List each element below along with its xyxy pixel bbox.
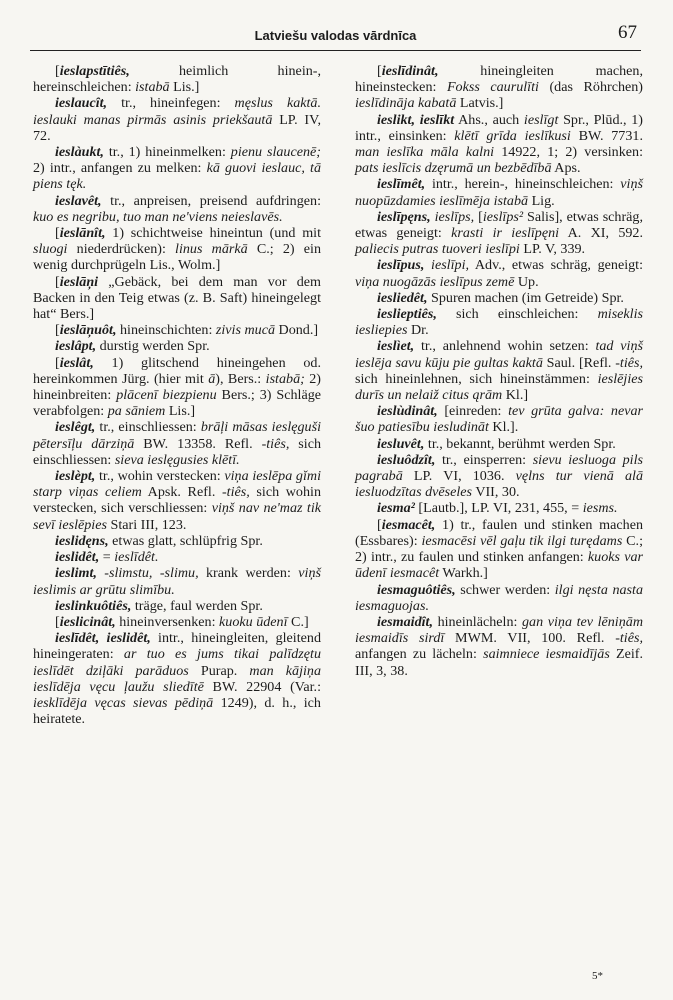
headword: ieslùdinât, [377,403,438,420]
dictionary-entry [33,274,321,323]
example-text: ieslējies durīs un nelaiž citus ąrām [355,370,643,404]
gloss-text: LP. VI, 1036. [402,468,516,485]
headword: ieslimt, [55,565,97,582]
gloss-text: 2) hineinbreiten: [33,370,321,404]
example-text: saimniece iesmaidījās [483,646,610,663]
example-text: miseklis iesliepies [355,306,643,339]
gloss-text: C.; 2) ein wenig durchprügeln Lis., Wolm.] [33,241,321,274]
example-text: vęlns tur vienā alā iesluodzītas dvēseles [355,468,643,501]
example-text: pats ieslīcis dzęrumā un bezbēdībā [355,160,552,177]
headword: ieslâpt, [55,338,97,355]
gloss-text: sich einschleichen: [436,306,598,323]
headword: ieslavêt, [55,192,102,209]
headword: ieslīdêt, [55,630,100,647]
gloss-text: ), Bers.: [215,370,266,387]
example-text: -tiês, [615,630,643,647]
gloss-text: intr., hineingleiten, gleitend hineingeraten: [33,630,321,663]
headword: iesmaidît, [377,613,433,630]
gloss-text: sich hineinlehnen, sich hineinstämmen: [355,370,598,387]
dictionary-entry [33,468,321,533]
example-text: zivis mucā [215,322,276,339]
gloss-text: C.] [287,613,309,630]
gloss-text: tr., hineinfegen: [107,95,235,112]
example-text: -tiês, [615,354,644,371]
example-text: viņa ieslēpa gǐmi starp viņas celiem [33,468,321,501]
gloss-text: anfangen zu lächeln: [355,646,484,663]
example-text: tev grūta galva: nevar šuo patiesību iesludināt [355,403,643,436]
gloss-text: tr., anlehnend wohin setzen: [414,338,596,355]
dictionary-entry [355,290,643,306]
left-column [33,63,321,727]
example-text: ieslīgt [523,111,559,128]
gloss-text: [ [55,613,60,630]
gloss-text: LP. V, 339. [519,241,586,258]
running-title: Latviešu valodas vārdnīca [254,28,417,43]
dictionary-entry [355,176,643,208]
dictionary-entry [355,614,643,679]
dictionary-entry [33,95,321,144]
dictionary-entry [33,225,321,274]
dictionary-entry [355,452,643,501]
dictionary-entry [355,63,643,112]
dictionary-entry [355,517,643,582]
gloss-text: [ [55,225,60,242]
gloss-text: tr., einschliessen: [95,419,201,436]
example-text: kuo es negribu, tuo man ne'viens neieslavēs. [33,208,283,225]
gloss-text: Kl.] [502,387,529,404]
dictionary-entry [33,419,321,468]
gloss-text: = [99,549,115,566]
gloss-text: BW. 22904 (Var.: [203,678,321,695]
gloss-text: C.; 2) intr., zu faulen und stinken anfangen: [355,532,643,566]
headword: ieslieptiês, [377,306,437,323]
gloss-text: hineinversenken: [115,613,220,630]
gloss-text: VII, 30. [472,484,520,501]
gloss-text: LP. IV, 72. [33,111,321,144]
gloss-text: schwer werden: [455,581,555,598]
example-text: ieslīpi, [431,257,470,274]
example-text: gan viņa tev lēniņām iesmaidīs sirdī [355,613,643,647]
headword: ieslāņi [59,273,99,290]
gloss-text: Saul. [Refl. [542,354,616,371]
dictionary-entry [355,306,643,338]
gloss-text: Zeif. III, 3, 38. [355,646,643,679]
dictionary-entry [33,614,321,630]
page-number: 67 [618,22,637,43]
gloss-text: 14922, 1; 2) versinken: [494,144,643,161]
gloss-text: [ [55,322,60,339]
gloss-text: A. XI, 592. [559,225,643,242]
dictionary-entry [33,355,321,420]
example-text: pienu slaucenē; [230,144,321,161]
headword: ieslīpęns, [377,208,431,225]
gloss-text: Salis], etwas schräg, etwas geneigt: [355,208,644,242]
example-text: ieslīps, [434,208,475,225]
dictionary-entry [355,582,643,614]
headword: ieslīpus, [377,257,425,274]
gloss-text: 1249), d. h., ich heiratete. [33,694,321,728]
headword: ieslaucît, [55,95,108,112]
gloss-text: Stari III, 123. [106,516,187,533]
dictionary-entry [33,630,321,727]
example-text: ilgi nęsta nasta iesmaguojas. [355,581,643,614]
gloss-text: tr., wohin verstecken: [95,468,225,485]
example-text: sievu iesluoga pils pagrabā [355,451,643,485]
example-text: paliecis putras tuoveri ieslīpi [355,241,520,258]
example-text: viņš nav ne'maz tik sevī ieslēpies [33,500,321,533]
headword: iesma² [377,500,415,517]
example-text: brāļi māsas ieslęguši pētersīļu dārziņā [33,419,321,452]
example-text: plācenī biezpienu [116,387,217,404]
gloss-text: sich einschliessen: [33,435,321,468]
gloss-text: Dr. [407,322,429,339]
headword: ieslapstītiês, [59,63,130,79]
dictionary-entry [355,500,643,516]
gloss-text: tr., bekannt, berühmt werden Spr. [424,435,616,452]
example-text: -tiês, [221,484,250,501]
example-text: man ieslīka māla kalni [355,144,495,161]
headword: iesluvêt, [377,435,425,452]
example-text: linus mārkā [175,241,248,258]
example-text: ieslīdināja kabatā [355,95,457,112]
gloss-text: hineinlächeln: [432,613,522,630]
example-text: -slimstu, -slimu, [104,565,199,582]
gloss-text: durstig werden Spr. [96,338,210,355]
headword: ieslikt, [377,111,415,128]
example-text: istabā; [265,370,305,387]
gloss-text: tr., 1) hineinmelken: [103,144,231,161]
example-text: sluogi [33,241,68,258]
example-text: iesmacēsi vēl gaļu tik ilgi turędams [421,532,623,549]
gloss-text: Apsk. Refl. [141,484,222,501]
headword: ieslīmêt, [377,176,426,193]
example-text: klētī grīda ieslīkusi [454,127,571,144]
headword: ieslêgt, [55,419,96,436]
dictionary-entry [355,257,643,289]
gloss-text: krank werden: [198,565,299,582]
example-text: viņš ieslimis ar grūtu slimību. [33,565,321,598]
dictionary-entry [33,63,321,95]
dictionary-entry [33,533,321,549]
gloss-text: BW. 13358. Refl. [134,435,262,452]
dictionary-entry [33,598,321,614]
example-text: -tiês, [261,435,290,452]
headword: ieslāņuôt, [59,322,117,339]
gloss-text: Lis.] [165,403,196,420]
example-text: kuoks var ūdenī iesmacêt [355,549,643,582]
example-text: ieslīps² [482,208,524,225]
gloss-text: Spr., Plūd., 1) intr., einsinken: [355,111,643,144]
headword: iesmaguôtiês, [377,581,456,598]
example-text: iesms. [582,500,618,517]
gloss-text: [ [55,63,60,79]
headword: ieslinkuôtiês, [55,597,132,614]
gloss-text: tr., einsperren: [435,451,533,468]
gloss-text: hineingleiten machen, hineinstecken: [355,63,643,96]
headword: iesliedêt, [377,289,428,306]
dictionary-entry [33,338,321,354]
gloss-text: [ [55,354,60,371]
gloss-text: [einreden: [437,403,509,420]
headword: ieslidęns, [55,532,109,549]
gloss-text: 1) tr., faulen und stinken machen (Essbares): [355,516,643,549]
dictionary-entry [33,322,321,338]
gloss-text: hineinschichten: [116,322,216,339]
gloss-text: Warkh.] [439,565,488,582]
example-text: Fokss caurulīti [446,79,539,96]
dictionary-entry [33,549,321,565]
headword: ieslìet, [377,338,415,355]
gloss-text: (das Röhrchen) [538,79,643,96]
gloss-text: Adv., etwas schräg, geneigt: [469,257,643,274]
gloss-text: 1) schichtweise hineintun (und mit [105,225,321,242]
right-column [355,63,643,679]
gloss-text: träge, faul werden Spr. [131,597,263,614]
example-text: ieslīdêt. [114,549,159,566]
example-text: man kājiņa ieslīdēja vęcu ļaužu sliedītē [33,662,321,695]
dictionary-entry [33,144,321,193]
gloss-text: heimlich hinein-, hereinschleichen: [33,63,321,96]
gloss-text: sich wohin verstecken, sich verschliessen: [33,484,321,517]
gloss-text: 1) glitschend hineingehen od. hereinkommen Jürg. (hier mit [33,354,321,387]
gloss-text: [Lautb.], LP. VI, 231, 455, = [414,500,583,517]
example-text: kā guovi ieslauc, tā piens tęk. [33,160,322,193]
example-text: ar tuo es jums tikai palīdzętu ieslīdēt dziļāki parāduos [33,646,321,679]
gloss-text: intr., herein-, hineinschleichen: [425,176,621,193]
gloss-text: Spuren machen (im Getreide) Spr. [427,289,624,306]
gloss-text: „Gebäck, bei dem man vor dem Backen in den Teig etwas (z. B. Saft) hineingelegt hat“ Bers.] [33,273,321,323]
headword: ieslât, [59,354,94,371]
page-header [30,22,641,51]
gloss-text: Ahs., auch [454,111,524,128]
printer-signature: 5* [592,970,603,982]
headword: ieslidêt, [55,549,100,566]
headword: ieslèpt, [55,468,96,485]
dictionary-entry [355,209,643,258]
example-text: kuoku ūdenī [219,613,288,630]
gloss-text: Aps. [551,160,581,177]
dictionary-entry [33,565,321,597]
gloss-text: 2) intr., anfangen zu melken: [33,160,207,177]
example-text: tad viņš ieslēja savu kūju pie gultas kaktā [355,338,643,371]
gloss-text: Purap. [188,662,250,679]
gloss-text: niederdrücken): [67,241,176,258]
example-text: krasti ir ieslīpęni [451,225,560,242]
gloss-text: tr., anpreisen, preisend aufdringen: [101,192,321,209]
gloss-text: BW. 7731. [570,127,643,144]
example-text: iesklīdēja vęcas sievas pēdiņā [33,694,214,711]
gloss-text: Latvis.] [456,95,504,112]
gloss-text [99,630,106,646]
example-text: viņš nuopūzdamies ieslīmēja istabā [355,176,643,209]
gloss-text: MWM. VII, 100. Refl. [444,630,616,647]
dictionary-entry [355,436,643,452]
example-text: istabā [135,79,170,96]
example-text: viņa nuogāzās ieslīpus zemē [355,273,515,290]
gloss-text: [ [377,63,382,79]
gloss-text: Kl.]. [488,419,519,436]
headword: ieslīkt [419,111,455,128]
gloss-text: [ [474,208,483,225]
headword: ieslidêt, [106,630,151,647]
example-text: sieva ieslęgusies klētī. [114,451,240,468]
example-text: męslus kaktā. ieslauki manas pirmās asinis priekšautā [33,95,322,128]
gloss-text: Lis.] [169,79,200,96]
headword: ieslicinât, [59,613,116,630]
gloss-text: Dond.] [275,322,319,339]
headword: ieslānît, [59,225,106,242]
dictionary-entry [355,112,643,177]
gloss-text: Bers.; 3) Schläge verabfolgen: [33,387,322,420]
headword: iesmacêt, [381,516,436,533]
gloss-text: [ [55,273,60,290]
gloss-text: Up. [514,273,539,290]
headword: ieslàukt, [55,144,104,161]
gloss-text: Lig. [528,192,555,209]
gloss-text: [ [377,516,382,533]
dictionary-entry [355,338,643,403]
example-text: ā [208,370,216,387]
dictionary-entry [33,193,321,225]
dictionary-entry [355,403,643,435]
example-text: pa sāniem [107,403,166,420]
gloss-text: etwas glatt, schlüpfrig Spr. [108,532,263,549]
headword: ieslīdinât, [381,63,439,79]
headword: iesluôdzît, [377,451,436,468]
